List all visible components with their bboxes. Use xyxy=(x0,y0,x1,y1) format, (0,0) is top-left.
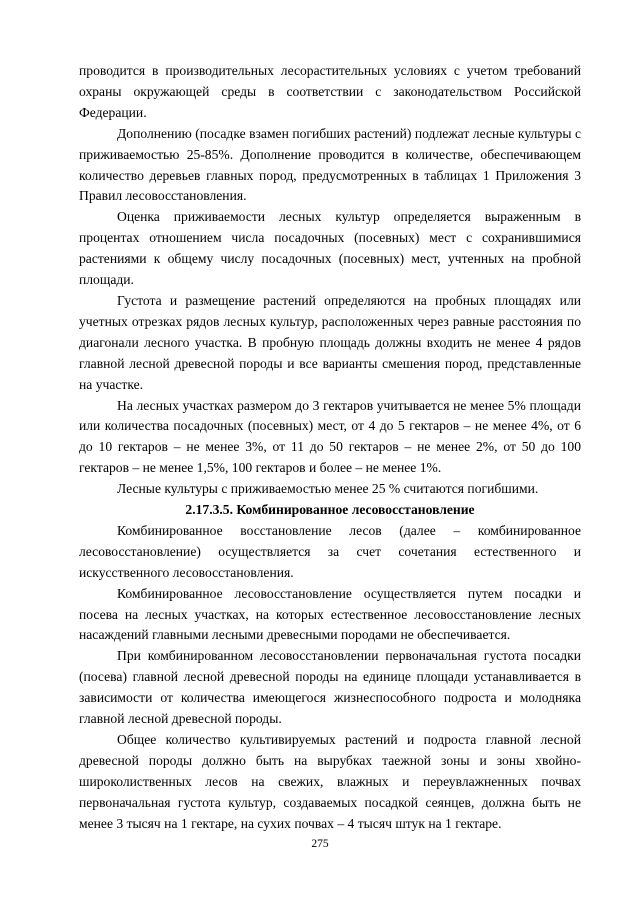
paragraph: Густота и размещение растений определяются на пробных площадях или учетных отрезках рядов лесных культур, расположенных через равные расстояния по диагонали лесного участка. В пробную площадь должны входить не менее 4 рядов главной лесной древесной породы и все варианты смешения пород, представленные на участке. xyxy=(79,292,581,392)
document-body xyxy=(79,61,581,835)
paragraph: Комбинированное восстановление лесов (далее – комбинированное лесовосстановление) осуществляется за счет сочетания естественного и искусственного лесовосстановления. xyxy=(79,522,581,580)
paragraph: При комбинированном лесовосстановлении первоначальная густота посадки (посева) главной лесной древесной породы на единице площади устанавливается в зависимости от количества имеющегося жизнеспособного подроста и молодняка главной лесной древесной породы. xyxy=(79,648,581,727)
paragraph: Комбинированное лесовосстановление осуществляется путем посадки и посева на лесных участках, на которых естественное лесовосстановление лесных насаждений главными лесными древесными породами не обеспечивается. xyxy=(79,585,581,643)
paragraph: Лесные культуры с приживаемостью менее 25 % считаются погибшими. xyxy=(117,481,539,497)
paragraphs-before-heading xyxy=(79,61,581,500)
paragraph: Оценка приживаемости лесных культур определяется выраженным в процентах отношением числа посадочных (посевных) мест с сохранившимися растениями к общему числу посадочных (посевных) мест, учтенных на пробной площади. xyxy=(79,209,581,288)
page-number: 275 xyxy=(311,838,329,850)
paragraph: проводится в производительных лесорастительных условиях с учетом требований охраны окружающей среды в соответствии с законодательством Российской Федерации. xyxy=(79,63,581,120)
paragraph: Общее количество культивируемых растений и подроста главной лесной древесной породы должно быть на вырубках таежной зоны и зоны хвойно-широколиственных лесов на свежих, влажных и переувлажненных почвах первоначальная густота культур, создаваемых посадкой сеянцев, должна быть не менее 3 тысяч на 1 гектаре, на сухих почвах – 4 тысяч штук на 1 гектаре. xyxy=(79,732,581,831)
paragraph: На лесных участках размером до 3 гектаров учитывается не менее 5% площади или количества посадочных (посевных) мест, от 4 до 5 гектаров – не менее 4%, от 6 до 10 гектаров – не менее 3%, от 11 до 50 гектаров – не менее 2%, от 50 до 100 гектаров – не менее 1,5%, 100 гектаров и более – не менее 1%. xyxy=(79,397,581,476)
section-heading: 2.17.3.5. Комбинированное лесовосстановление xyxy=(185,502,475,518)
paragraphs-after-heading xyxy=(79,521,581,835)
paragraph: Дополнению (посадке взамен погибших растений) подлежат лесные культуры с приживаемостью 25-85%. Дополнение проводится в количестве, обеспечивающем количество деревьев главных пород, предусмотренных в таблицах 1 Приложения 3 Правил лесовосстановления. xyxy=(79,125,581,204)
